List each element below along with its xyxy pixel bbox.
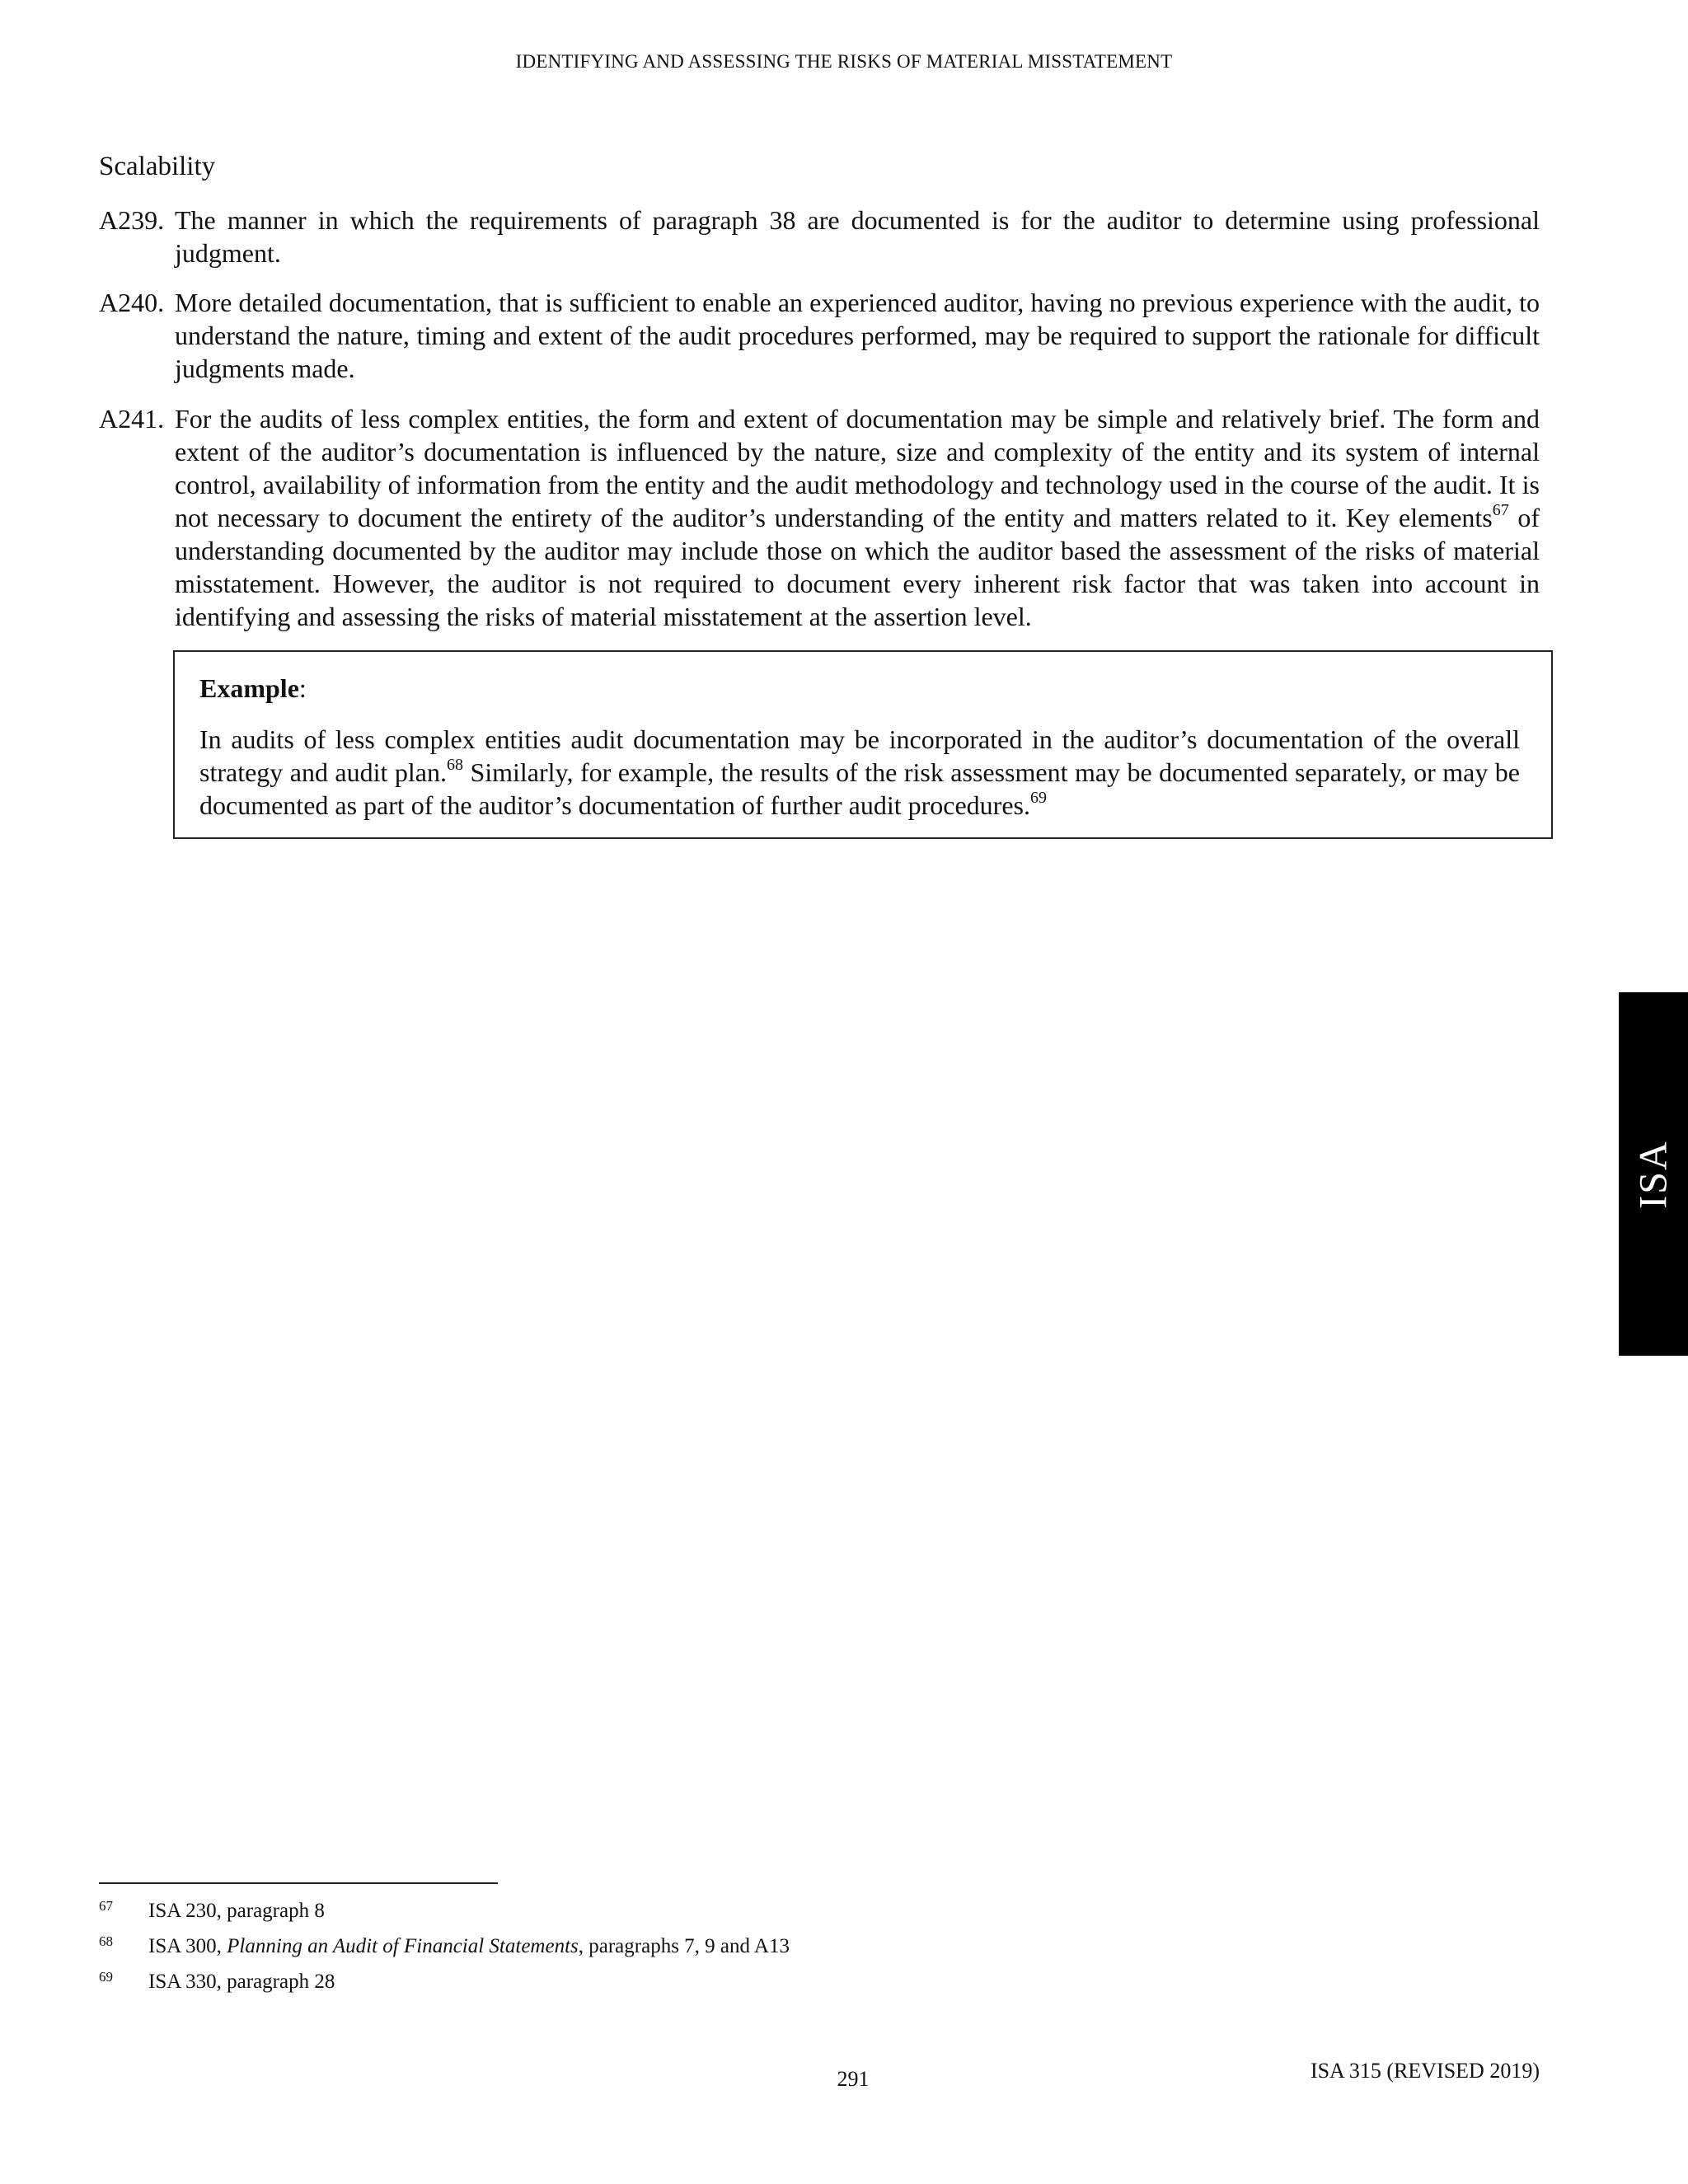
paragraph-text-after-ref: of understanding documented by the auditor may include those on which the auditor based the assessment of the risks of material misstatement. However, the auditor is not required to document every inherent risk factor that was taken into account in identifying and assessing the risks of material misstatement at the assertion level. (175, 503, 1540, 631)
example-title-label: Example (199, 673, 299, 703)
paragraph-a239 (99, 204, 1540, 269)
footnote-text-main: ISA 330, paragraph 28 (148, 1971, 335, 1993)
footnote-69 (99, 1970, 335, 1994)
footnote-number: 69 (99, 1969, 113, 1985)
paragraph-text-before-ref: For the audits of less complex entities, the form and extent of documentation may be simple and relatively brief. The form and extent of the auditor’s documentation is influenced by the nature, size and complexity of the entity and its system of internal control, availability of information from the entity and the audit methodology and technology used in the course of the audit. It is not necessary to document the entirety of the auditor’s understanding of the entity and matters related to it. Key elements (175, 404, 1540, 532)
footnote-text-main: ISA 230, paragraph 8 (148, 1900, 325, 1922)
paragraph-number: A241. (99, 404, 165, 434)
footnote-text (148, 1935, 790, 1957)
paragraph-text: The manner in which the requirements of paragraph 38 are documented is for the auditor to determine using professional judgment. (175, 205, 1540, 268)
footnote-ref-68[interactable]: 68 (446, 756, 463, 774)
running-header: IDENTIFYING AND ASSESSING THE RISKS OF MATERIAL MISSTATEMENT (515, 51, 1173, 72)
paragraph-number: A239. (99, 205, 165, 235)
footnote-68 (99, 1934, 790, 1959)
side-tab-label: ISA (1631, 1139, 1676, 1209)
example-box (173, 650, 1553, 839)
paragraph-a241 (99, 402, 1540, 633)
example-text-part2: Similarly, for example, the results of the risk assessment may be documented separately, or may be documented as part of the auditor’s documentation of further audit procedures. (199, 757, 1521, 820)
footnote-separator (99, 1882, 498, 1884)
footnote-number: 67 (99, 1898, 113, 1914)
section-heading: Scalability (99, 152, 216, 181)
footnote-text (148, 1971, 335, 1993)
footnote-text-main: ISA 300, (148, 1935, 227, 1957)
footnote-ref-67[interactable]: 67 (1492, 501, 1509, 519)
footnote-text-rest: , paragraphs 7, 9 and A13 (578, 1935, 790, 1957)
paragraph-text: More detailed documentation, that is sufficient to enable an experienced auditor, having no previous experience with the audit, to understand the nature, timing and extent of the audit procedures performed, may be required to support the rationale for difficult judgments made. (175, 288, 1540, 383)
footnote-67 (99, 1899, 325, 1924)
footnote-text (148, 1900, 325, 1922)
footnote-text-italic: Planning an Audit of Financial Statements (227, 1935, 579, 1957)
paragraph-a240 (99, 286, 1540, 385)
page-number: 291 (837, 2067, 870, 2091)
paragraph-text (175, 402, 1540, 633)
footnote-ref-69[interactable]: 69 (1029, 789, 1047, 807)
document-id: ISA 315 (REVISED 2019) (1310, 2059, 1540, 2083)
section-side-tab (1619, 992, 1688, 1356)
example-title-suffix: : (298, 673, 307, 703)
example-title (199, 672, 1520, 705)
example-text-part1: In audits of less complex entities audit documentation may be incorporated in the auditor’s documentation of the overall strategy and audit plan. (199, 724, 1520, 787)
example-text (199, 723, 1520, 822)
paragraph-number: A240. (99, 288, 165, 317)
footnote-number: 68 (99, 1933, 113, 1949)
